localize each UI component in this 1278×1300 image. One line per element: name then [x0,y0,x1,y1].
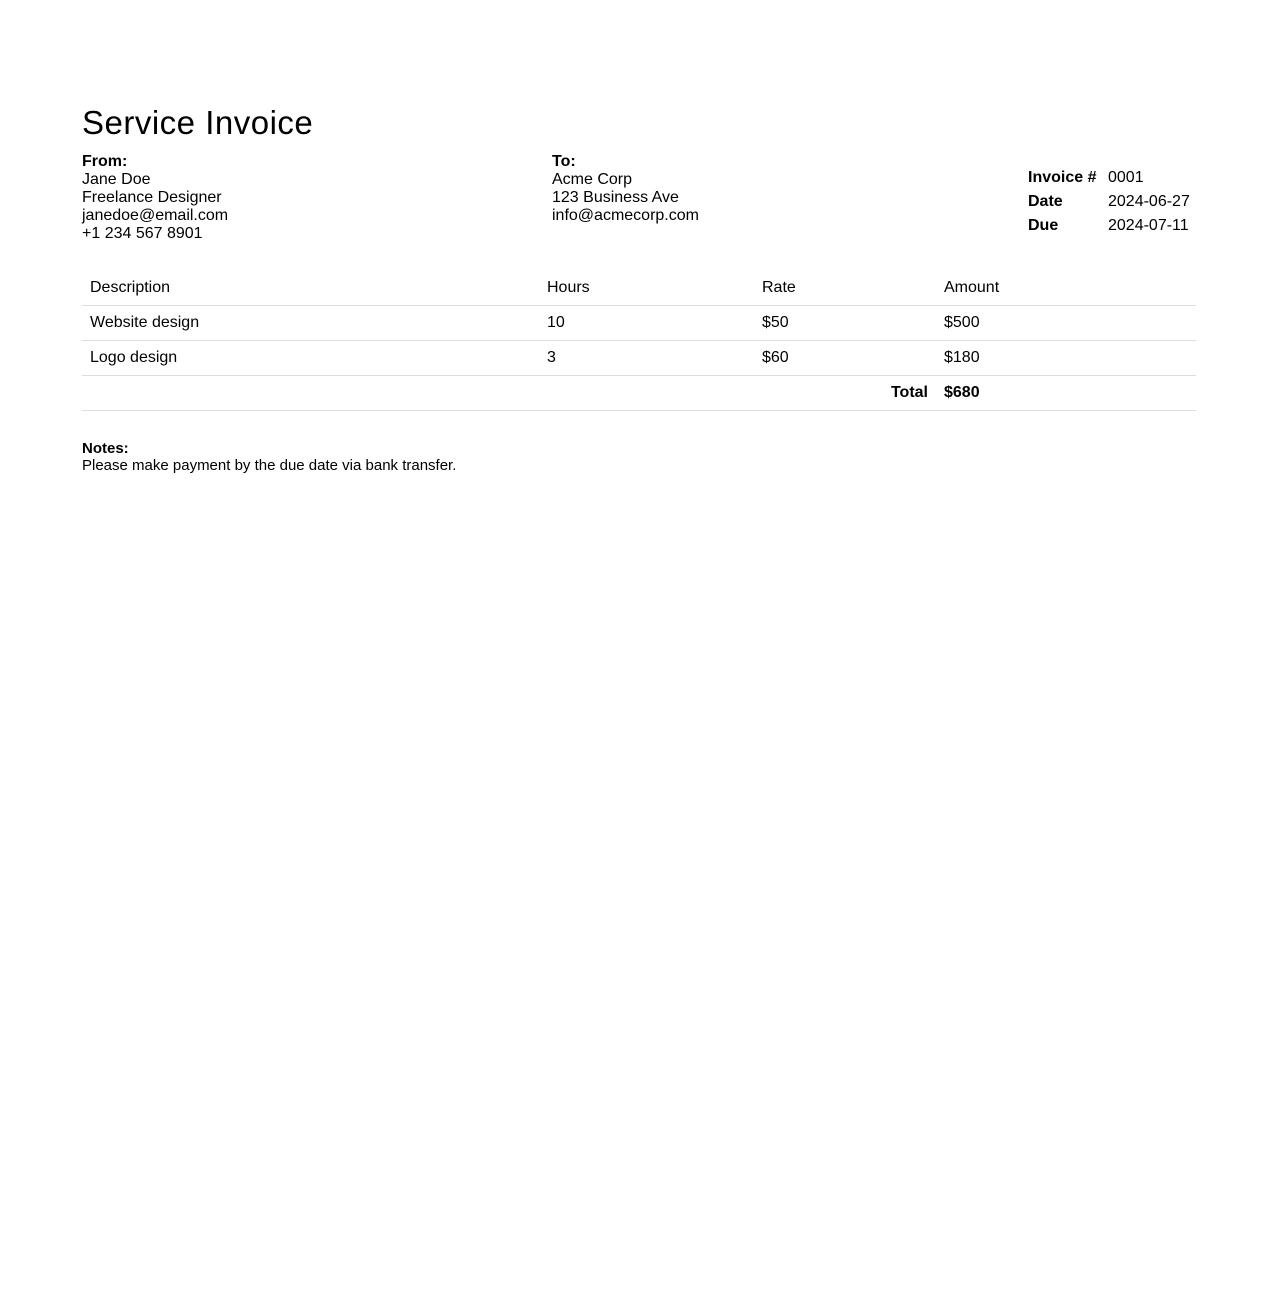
notes-text: Please make payment by the due date via bank transfer. [82,457,457,474]
total-row [82,376,1196,411]
total-label: Total [82,376,936,411]
to-company: Acme Corp [552,171,633,188]
column-header-amount: Amount [936,271,1196,306]
meta-label: Date [1028,193,1063,210]
meta-row-date [1028,190,1196,214]
column-header-rate: Rate [754,271,936,306]
from-email: janedoe@email.com [82,207,229,224]
from-role: Freelance Designer [82,189,222,206]
from-heading: From: [82,153,128,170]
cell-description: Website design [82,306,539,341]
table-header-row [82,271,1196,306]
total-value: $680 [936,376,1196,411]
cell-hours: 10 [539,306,754,341]
cell-amount: $180 [936,341,1196,376]
from-section [82,153,228,243]
to-email: info@acmecorp.com [552,207,699,224]
to-heading: To: [552,153,576,170]
notes-heading: Notes: [82,440,129,457]
notes-section [82,440,456,474]
line-items-table [82,271,1196,411]
meta-label: Due [1028,217,1059,234]
column-header-hours: Hours [539,271,754,306]
table-row [82,341,1196,376]
table-row [82,306,1196,341]
meta-label: Invoice # [1028,169,1097,186]
meta-row-due [1028,214,1196,238]
meta-row-invoice-number [1028,166,1196,190]
cell-rate: $60 [754,341,936,376]
cell-amount: $500 [936,306,1196,341]
cell-description: Logo design [82,341,539,376]
to-section [552,153,699,225]
meta-value: 2024-06-27 [1108,193,1190,210]
invoice-title: Service Invoice [82,104,314,141]
column-header-description: Description [82,271,539,306]
to-address: 123 Business Ave [552,189,679,206]
cell-hours: 3 [539,341,754,376]
invoice-meta-table [1028,166,1196,238]
from-name: Jane Doe [82,171,151,188]
meta-value: 0001 [1108,169,1144,186]
meta-value: 2024-07-11 [1108,217,1189,234]
from-phone: +1 234 567 8901 [82,225,203,242]
cell-rate: $50 [754,306,936,341]
